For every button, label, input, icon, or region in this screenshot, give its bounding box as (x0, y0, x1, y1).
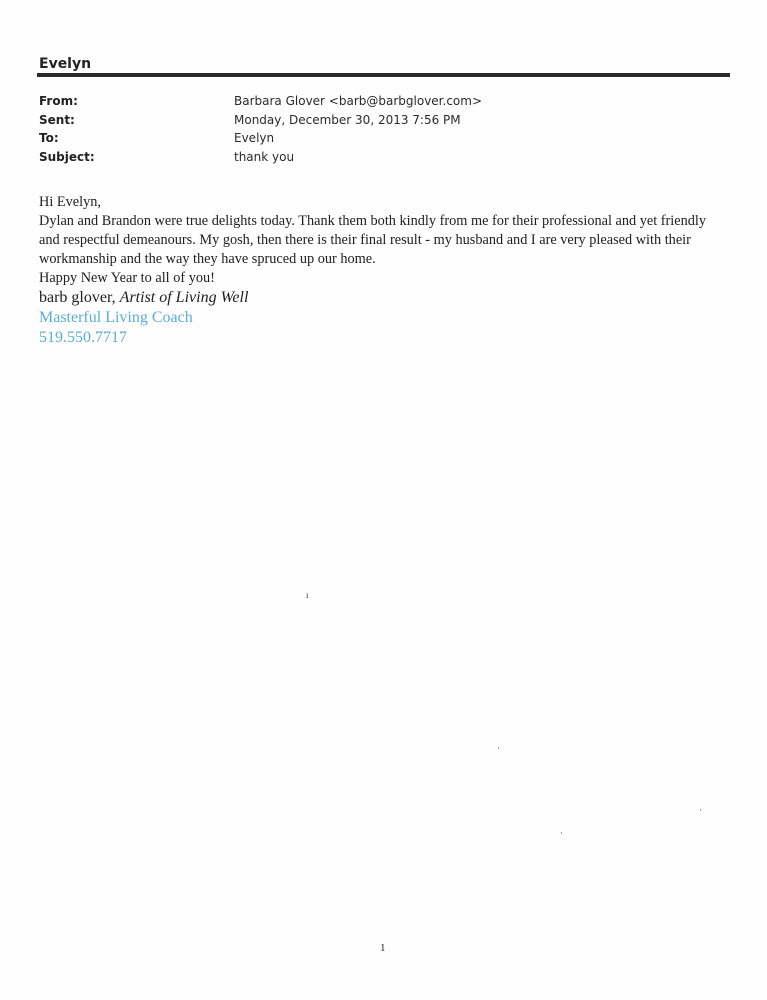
sent-value: Monday, December 30, 2013 7:56 PM (234, 112, 461, 127)
to-label: To: (39, 131, 59, 145)
to-value: Evelyn (234, 131, 275, 145)
page-number: 1 (380, 942, 386, 954)
subject-value: thank you (234, 149, 295, 164)
sent-row (39, 111, 482, 130)
message-paragraph: Dylan and Brandon were true delights today. Thank them both kindly from me for their professional and yet friendly and respectful demeanours. My gosh, then there is their final result - my husband and I are very pleased with their workmanship and the way they have spruced up our home. (39, 213, 707, 267)
scan-speck: · (560, 828, 563, 838)
signature-name: barb glover, (39, 289, 116, 306)
sent-label: Sent: (39, 112, 75, 127)
from-row (39, 92, 482, 111)
from-label: From: (39, 94, 78, 108)
closing-line: Happy New Year to all of you! (39, 270, 215, 286)
signature (39, 288, 729, 348)
mailbox-owner: Evelyn (39, 56, 92, 72)
from-value: Barbara Glover <barb@barbglover.com> (234, 94, 483, 108)
signature-phone: 519.550.7717 (39, 329, 127, 346)
email-header (39, 92, 482, 166)
signature-name-line (39, 288, 729, 308)
message-body (39, 193, 729, 348)
subject-row (39, 148, 482, 167)
subject-label: Subject: (39, 149, 95, 164)
scan-speck: ı (306, 590, 309, 600)
greeting: Hi Evelyn, (39, 194, 101, 210)
scan-speck: · (699, 805, 702, 815)
scan-speck: · (497, 743, 500, 753)
to-row (39, 129, 482, 148)
header-divider (37, 73, 730, 77)
signature-title: Artist of Living Well (119, 289, 249, 306)
signature-role: Masterful Living Coach (39, 309, 193, 326)
